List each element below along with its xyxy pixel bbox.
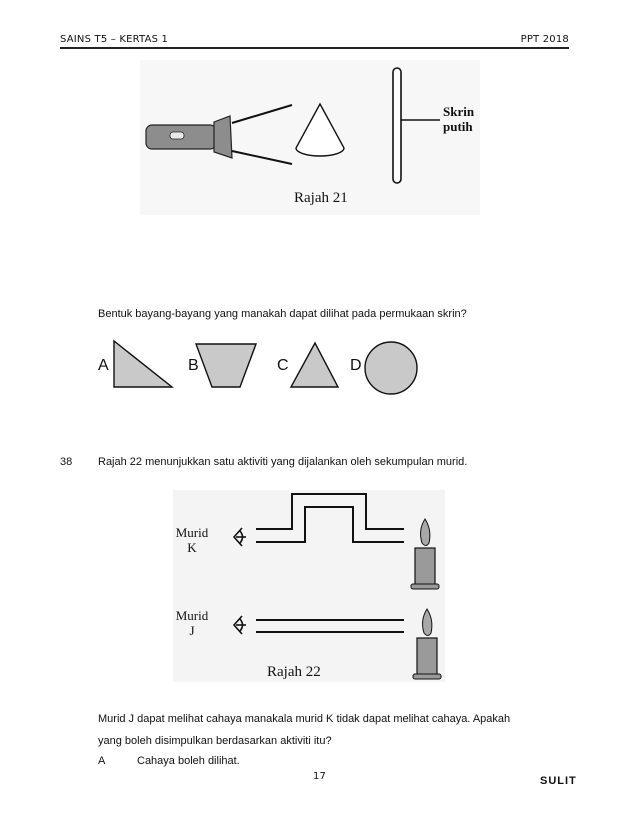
murid-k-label-line2: K bbox=[187, 540, 197, 555]
question-38-intro: Rajah 22 menunjukkan satu aktiviti yang dijalankan oleh sekumpulan murid. bbox=[98, 456, 468, 468]
option-a-label: A bbox=[98, 357, 109, 374]
screen-label-line1: Skrin bbox=[443, 104, 475, 119]
sulit-label: SULIT bbox=[540, 775, 577, 787]
question-38-text-line1: Murid J dapat melihat cahaya manakala murid K tidak dapat melihat cahaya. Apakah bbox=[98, 713, 511, 725]
murid-j-label bbox=[174, 608, 210, 638]
question-38-text-line2: yang boleh disimpulkan berdasarkan aktiviti itu? bbox=[98, 735, 332, 747]
option-d-label: D bbox=[350, 357, 362, 374]
page-number: 17 bbox=[313, 771, 327, 782]
option-c-label: C bbox=[277, 357, 289, 374]
figure-22-caption: Rajah 22 bbox=[267, 664, 321, 680]
murid-k-label-line1: Murid bbox=[175, 525, 209, 540]
figure-22-background bbox=[173, 490, 445, 682]
answer-a-text: Cahaya boleh dilihat. bbox=[137, 755, 240, 767]
header-right: PPT 2018 bbox=[520, 34, 569, 45]
question-38-number: 38 bbox=[60, 456, 73, 468]
figure-21-caption: Rajah 21 bbox=[294, 190, 348, 206]
murid-j-label-line1: Murid bbox=[175, 608, 209, 623]
murid-k-label bbox=[174, 525, 210, 555]
murid-j-label-line2: J bbox=[189, 623, 195, 638]
screen-label-line2: putih bbox=[443, 119, 473, 134]
question-37-prompt: Bentuk bayang-bayang yang manakah dapat dilihat pada permukaan skrin? bbox=[98, 308, 467, 320]
header-left: SAINS T5 – KERTAS 1 bbox=[60, 34, 169, 45]
answer-a-letter: A bbox=[98, 755, 106, 767]
option-b-label: B bbox=[188, 357, 199, 374]
